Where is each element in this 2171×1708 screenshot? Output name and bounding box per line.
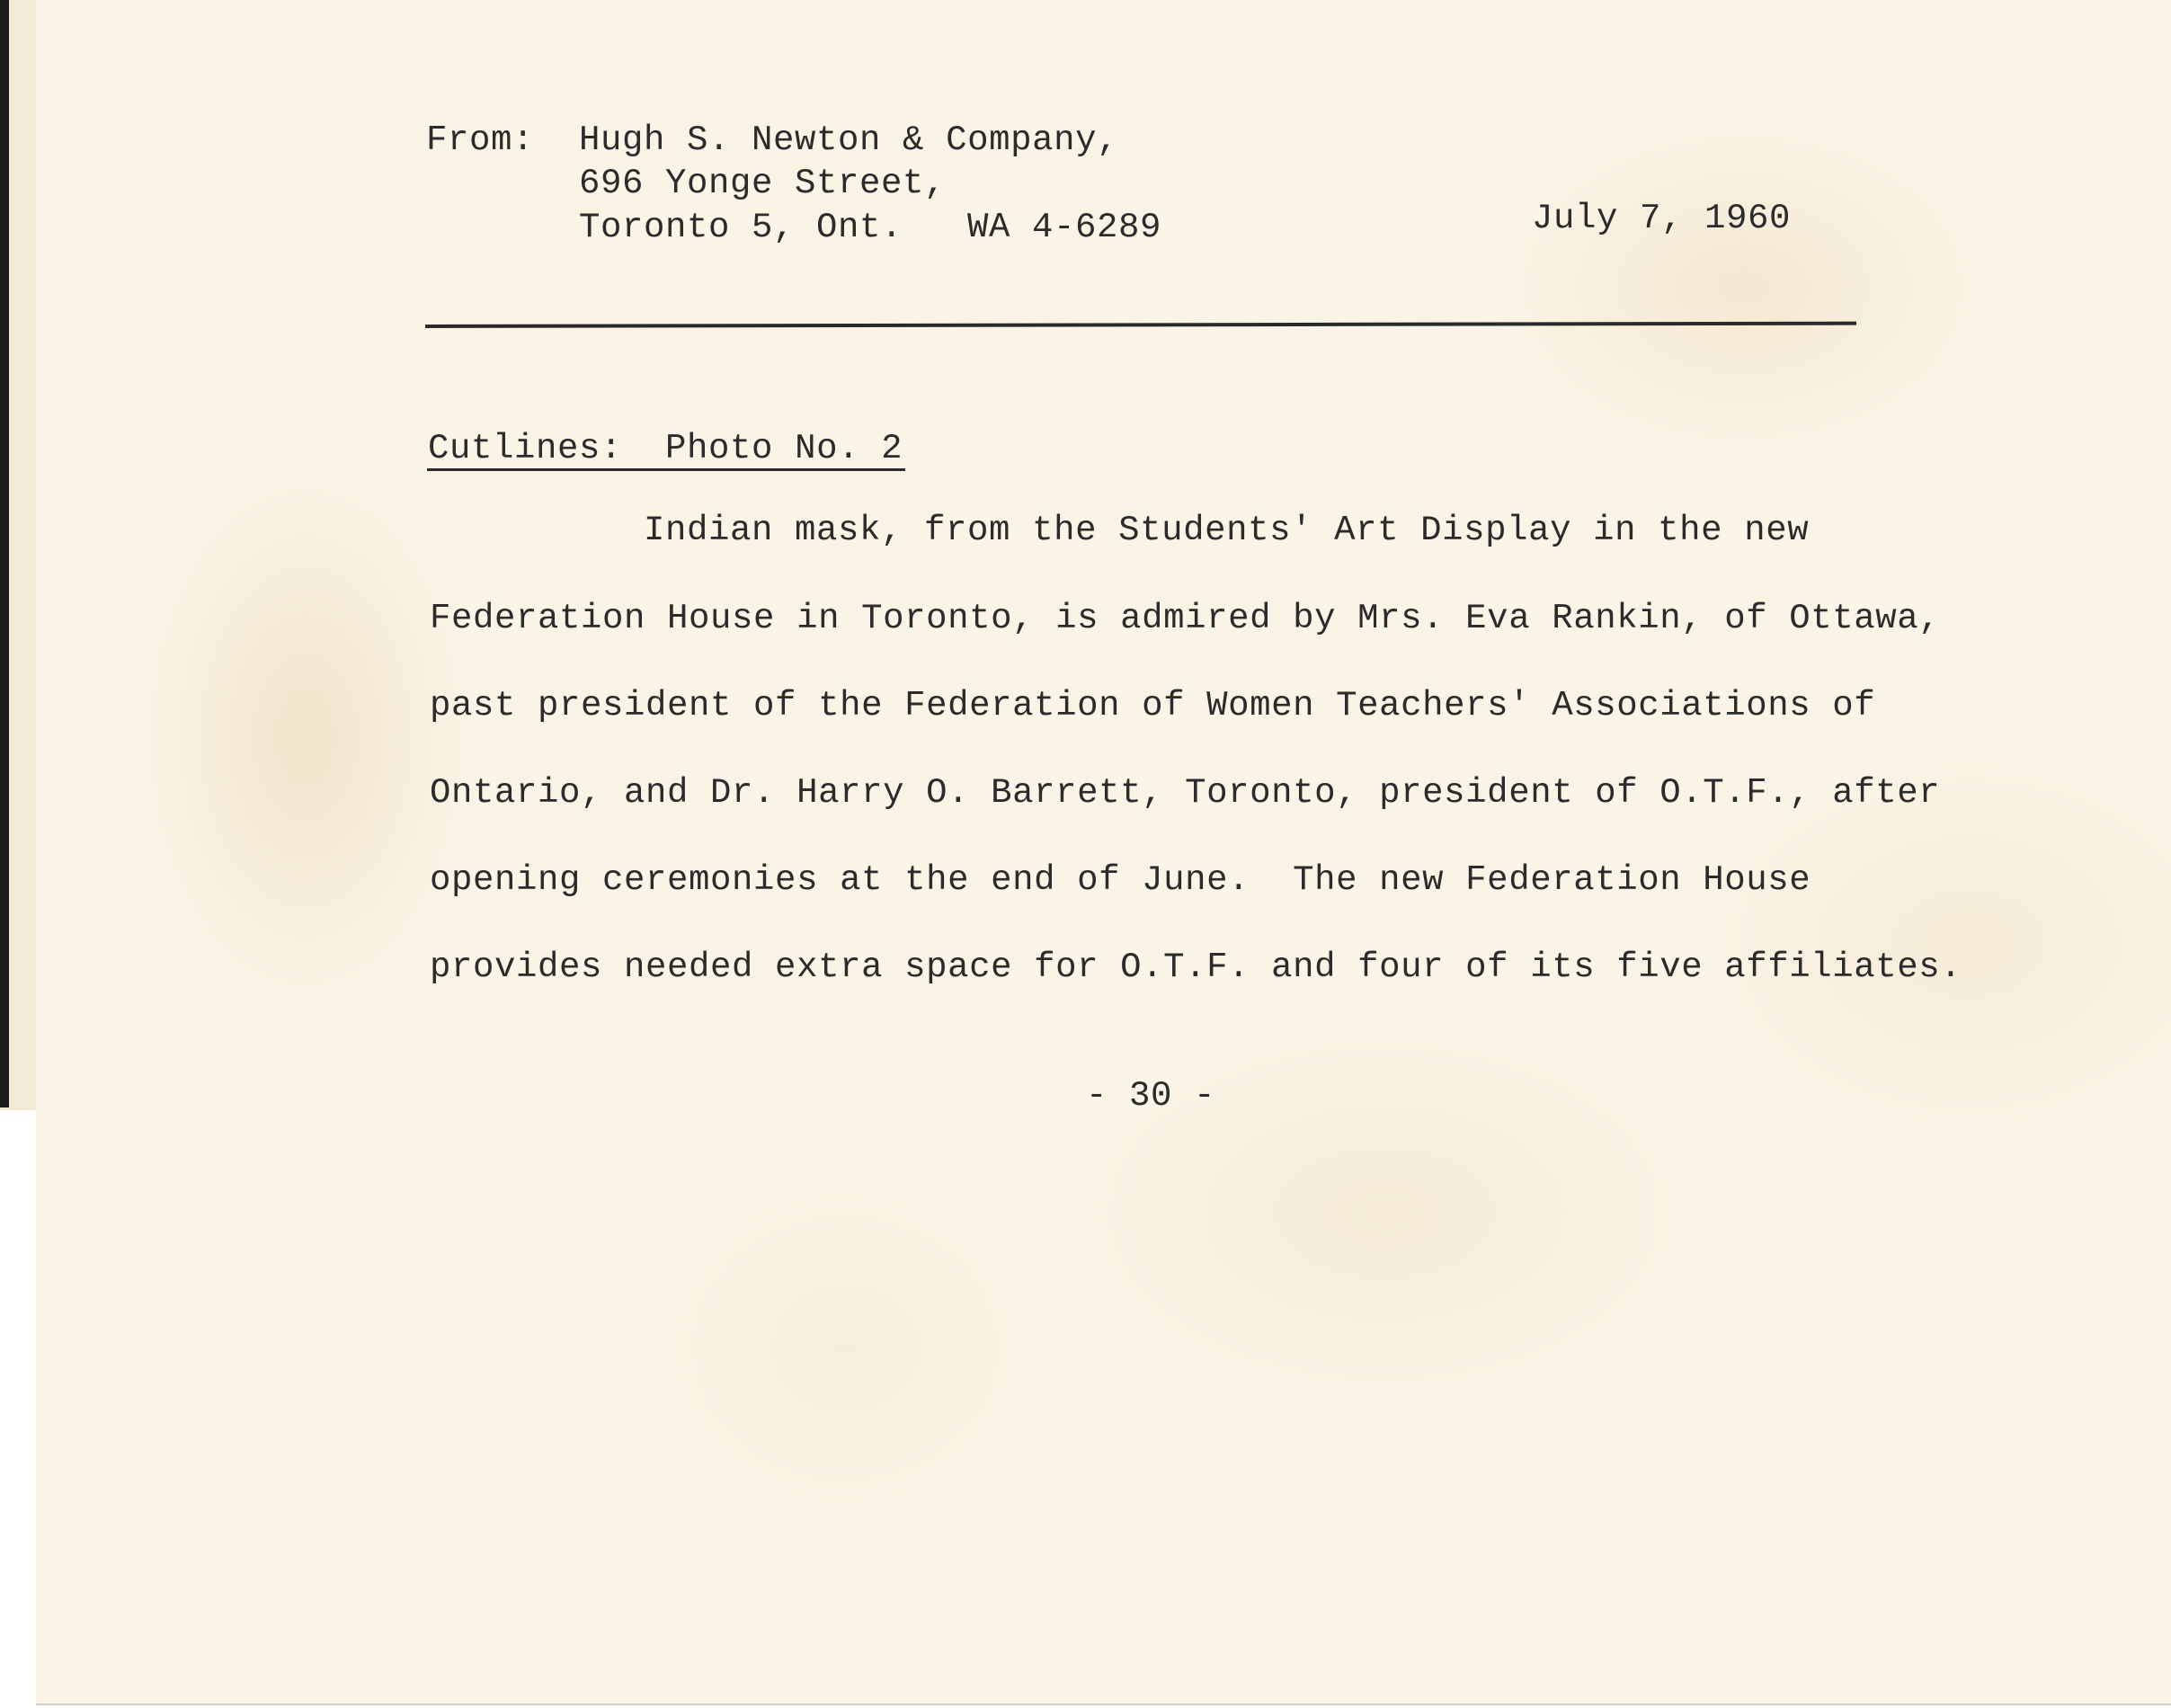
caption-line-3: past president of the Federation of Women Teachers' Associations of	[430, 686, 1876, 725]
scan-edge	[0, 0, 9, 1108]
release-date: July 7, 1960	[1532, 199, 1792, 238]
cutlines-heading: Cutlines: Photo No. 2	[428, 429, 903, 468]
cutlines-heading-underline	[427, 468, 905, 471]
caption-line-5: opening ceremonies at the end of June. The new Federation House	[430, 860, 1811, 900]
page-number: - 30 -	[1086, 1076, 1216, 1116]
caption-line-2: Federation House in Toronto, is admired by Mrs. Eva Rankin, of Ottawa,	[430, 599, 1941, 638]
caption-line-6: provides needed extra space for O.T.F. and four of its five affiliates.	[430, 947, 1962, 987]
sender-city: Toronto 5, Ont.	[579, 208, 903, 247]
caption-line-4: Ontario, and Dr. Harry O. Barrett, Toronto, president of O.T.F., after	[430, 773, 1941, 813]
sender-phone: WA 4-6289	[967, 208, 1162, 247]
sender-name: Hugh S. Newton & Company,	[579, 120, 1119, 160]
caption-line-1: Indian mask, from the Students' Art Display in the new	[644, 511, 1810, 550]
sender-street: 696 Yonge Street,	[579, 164, 947, 203]
from-label: From:	[426, 120, 535, 160]
press-release-sheet	[36, 0, 2171, 1705]
